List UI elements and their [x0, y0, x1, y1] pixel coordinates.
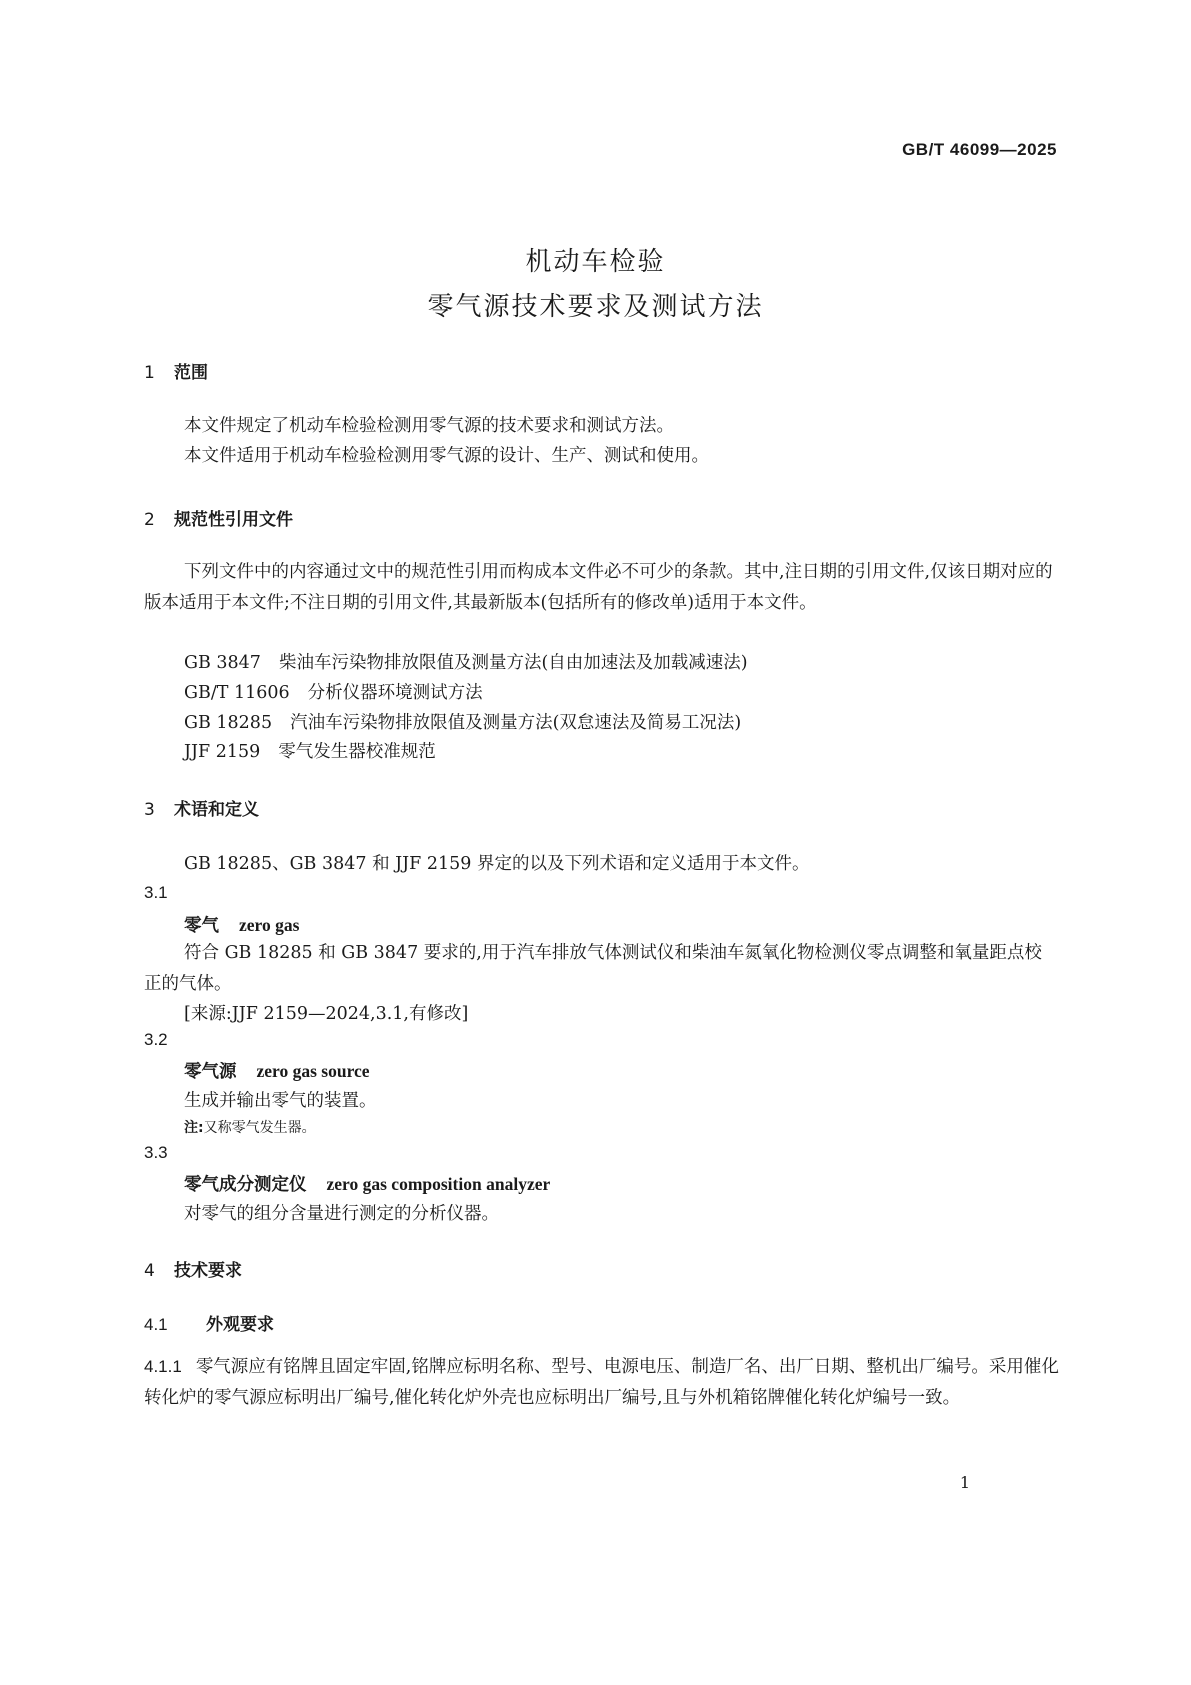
term-definition: 生成并输出零气的装置。 — [184, 1091, 377, 1111]
reference-code: GB 18285 — [184, 713, 273, 733]
reference-item — [184, 738, 436, 763]
section-1-paragraph-1: 本文件规定了机动车检验检测用零气源的技术要求和测试方法。 — [184, 416, 674, 436]
reference-code: JJF 2159 — [184, 742, 261, 762]
term-zh: 零气成分测定仪 — [184, 1175, 307, 1195]
term-en: zero gas source — [256, 1061, 370, 1081]
section-title: 范围 — [174, 363, 208, 383]
section-title: 术语和定义 — [174, 800, 259, 820]
term-en: zero gas — [239, 915, 300, 935]
term-title — [184, 1058, 370, 1083]
reference-name: 柴油车污染物排放限值及测量方法(自由加速法及加载减速法) — [278, 653, 748, 673]
reference-name: 分析仪器环境测试方法 — [307, 683, 483, 703]
section-2-intro: 下列文件中的内容通过文中的规范性引用而构成本文件必不可少的条款。其中,注日期的引用文件,仅该日期对应的版本适用于本文件;不注日期的引用文件,其最新版本(包括所有的修改单)适用于本文件。 — [144, 562, 1053, 613]
reference-code: GB 3847 — [184, 653, 261, 673]
term-number: 3.2 — [144, 1030, 168, 1049]
document-title-line2: 零气源技术要求及测试方法 — [427, 292, 764, 322]
section-3-intro: GB 18285、GB 3847 和 JJF 2159 界定的以及下列术语和定义适用于本文件。 — [184, 854, 810, 874]
section-1-heading — [144, 358, 208, 383]
document-title-line1: 机动车检验 — [525, 247, 666, 277]
subsection-4-1-heading — [144, 1310, 274, 1335]
term-title — [184, 1171, 550, 1196]
clause-4-1-1 — [144, 1351, 1059, 1414]
term-number: 3.3 — [144, 1143, 168, 1162]
note-text: 又称零气发生器。 — [203, 1120, 316, 1136]
page-number: 1 — [959, 1473, 970, 1492]
section-1-paragraph-2: 本文件适用于机动车检验检测用零气源的设计、生产、测试和使用。 — [184, 446, 709, 466]
note-label: 注: — [184, 1120, 204, 1136]
term-note — [184, 1117, 316, 1137]
section-number: 1 — [144, 363, 155, 383]
term-source: [来源:JJF 2159—2024,3.1,有修改] — [184, 1004, 469, 1024]
section-number: 4 — [144, 1261, 155, 1281]
clause-number: 4.1.1 — [144, 1357, 182, 1376]
section-number: 3 — [144, 800, 155, 820]
term-zh: 零气 — [184, 916, 219, 936]
term-definition: 符合 GB 18285 和 GB 3847 要求的,用于汽车排放气体测试仪和柴油车氮氧化物检测仪零点调整和氧量距点校正的气体。 — [144, 943, 1042, 994]
section-3-heading — [144, 795, 259, 820]
term-number: 3.1 — [144, 883, 168, 902]
section-title: 技术要求 — [174, 1261, 242, 1281]
reference-name: 汽油车污染物排放限值及测量方法(双怠速法及简易工况法) — [290, 713, 742, 733]
section-4-heading — [144, 1256, 242, 1281]
section-2-heading — [144, 505, 293, 530]
reference-code: GB/T 11606 — [184, 683, 290, 703]
subsection-title: 外观要求 — [206, 1315, 274, 1335]
term-en: zero gas composition analyzer — [326, 1174, 551, 1194]
term-definition: 对零气的组分含量进行测定的分析仪器。 — [184, 1204, 499, 1224]
reference-name: 零气发生器校准规范 — [278, 742, 436, 762]
subsection-number: 4.1 — [144, 1315, 168, 1334]
standard-number: GB/T 46099—2025 — [902, 140, 1057, 159]
term-zh: 零气源 — [184, 1062, 237, 1082]
term-title — [184, 912, 299, 937]
reference-item — [184, 649, 748, 674]
reference-item — [184, 709, 741, 734]
section-number: 2 — [144, 510, 155, 530]
clause-text: 零气源应有铭牌且固定牢固,铭牌应标明名称、型号、电源电压、制造厂名、出厂日期、整机出厂编号。采用催化转化炉的零气源应标明出厂编号,催化转化炉外壳也应标明出厂编号,且与外机箱铭牌催化转化炉编号一致。 — [144, 1357, 1059, 1408]
section-title: 规范性引用文件 — [174, 510, 293, 530]
reference-item — [184, 679, 483, 704]
